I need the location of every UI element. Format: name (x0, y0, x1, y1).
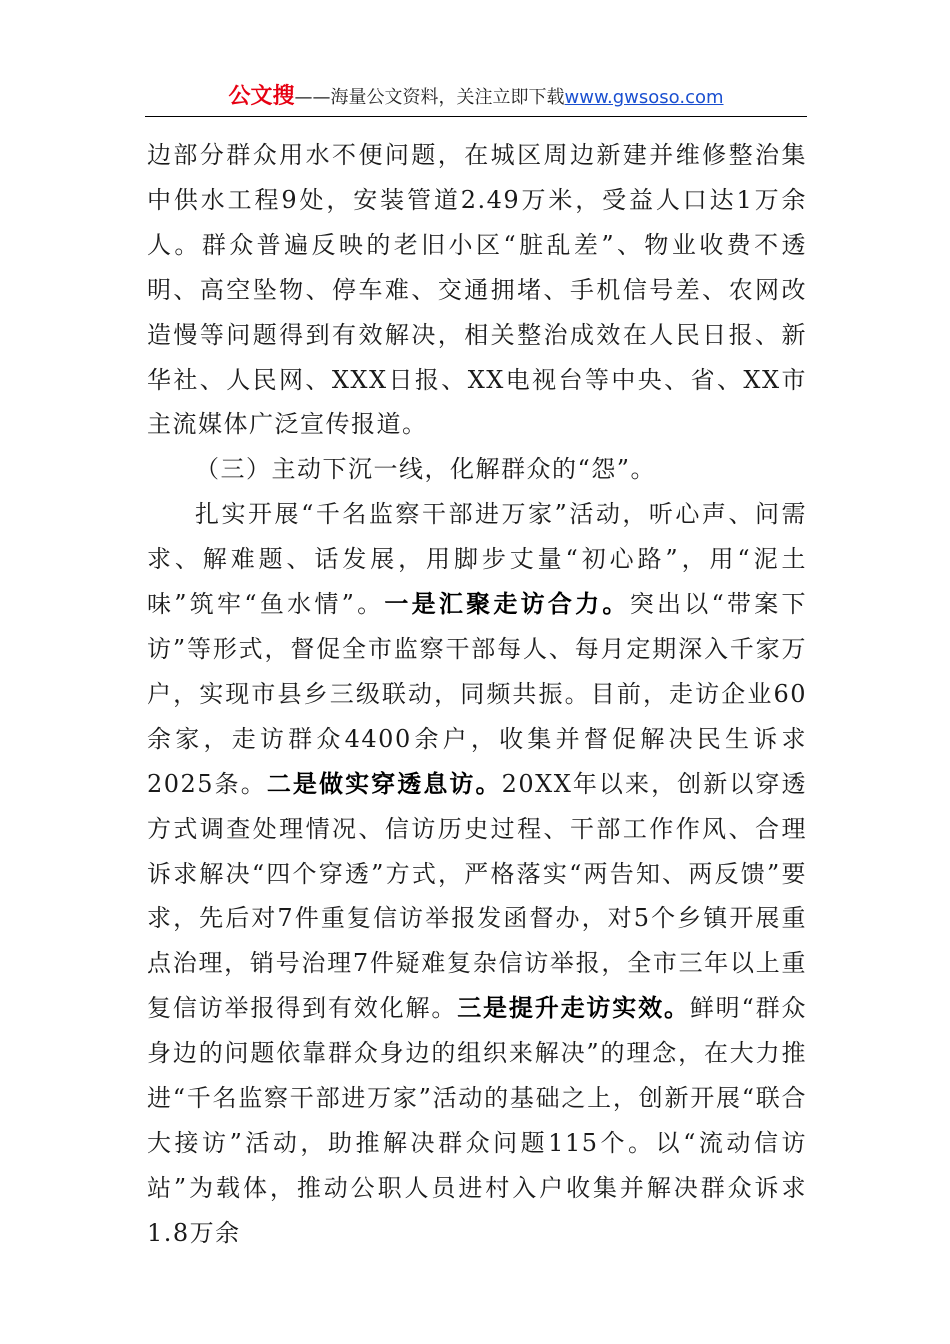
page-header (145, 82, 807, 116)
header-tagline: ——海量公文资料，关注立即下载 (294, 87, 565, 108)
point3-title: 三是提升走访实效。 (457, 993, 690, 1023)
point1-title: 一是汇聚走访合力。 (384, 589, 630, 619)
header-divider (145, 116, 807, 117)
point3-text: 鲜明“群众身边的问题依靠群众身边的组织来解决”的理念，在大力推进“千名监察干部进万家”活动的基础之上，创新开展“联合大接访”活动，助推解决群众问题115个。以“流动信访站”为载体，推动公职人员进村入户收集并解决群众诉求1.8万余 (147, 994, 807, 1247)
paragraph-continuation: 边部分群众用水不便问题，在城区周边新建并维修整治集中供水工程9处，安装管道2.49万米，受益人口达1万余人。群众普遍反映的老旧小区“脏乱差”、物业收费不透明、高空坠物、停车难、交通拥堵、手机信号差、农网改造慢等问题得到有效解决，相关整治成效在人民日报、新华社、人民网、XXX日报、XX电视台等中央、省、XX市主流媒体广泛宣传报道。 (147, 141, 807, 439)
paragraph-visits (147, 492, 807, 1255)
section-heading: （三）主动下沉一线，化解群众的“怨”。 (195, 455, 657, 484)
point2-text: 20XX年以来，创新以穿透方式调查处理情况、信访历史过程、干部工作作风、合理诉求解决“四个穿透”方式，严格落实“两告知、两反馈”要求，先后对7件重复信访举报发函督办，对5个乡镇开展重点治理，销号治理7件疑难复杂信访举报，全市三年以上重复信访举报得到有效化解。 (147, 769, 808, 1023)
site-link[interactable]: www.gwsoso.com (564, 87, 724, 108)
brand-logo: 公文搜 (228, 84, 295, 109)
paragraph-intro: 扎实开展“千名监察干部进万家”活动，听心声、问需求、解难题、话发展，用脚步丈量“初心路”，用“泥土味”筑牢“鱼水情”。 (147, 500, 807, 619)
point2-title: 二是做实穿透息访。 (266, 768, 502, 798)
point1-text: 突出以“带案下访”等形式，督促全市监察干部每人、每月定期深入千家万户，实现市县乡三级联动，同频共振。目前，走访企业60余家，走访群众4400余户，收集并督促解决民生诉求2025条。 (147, 590, 807, 798)
document-body (147, 133, 807, 1256)
